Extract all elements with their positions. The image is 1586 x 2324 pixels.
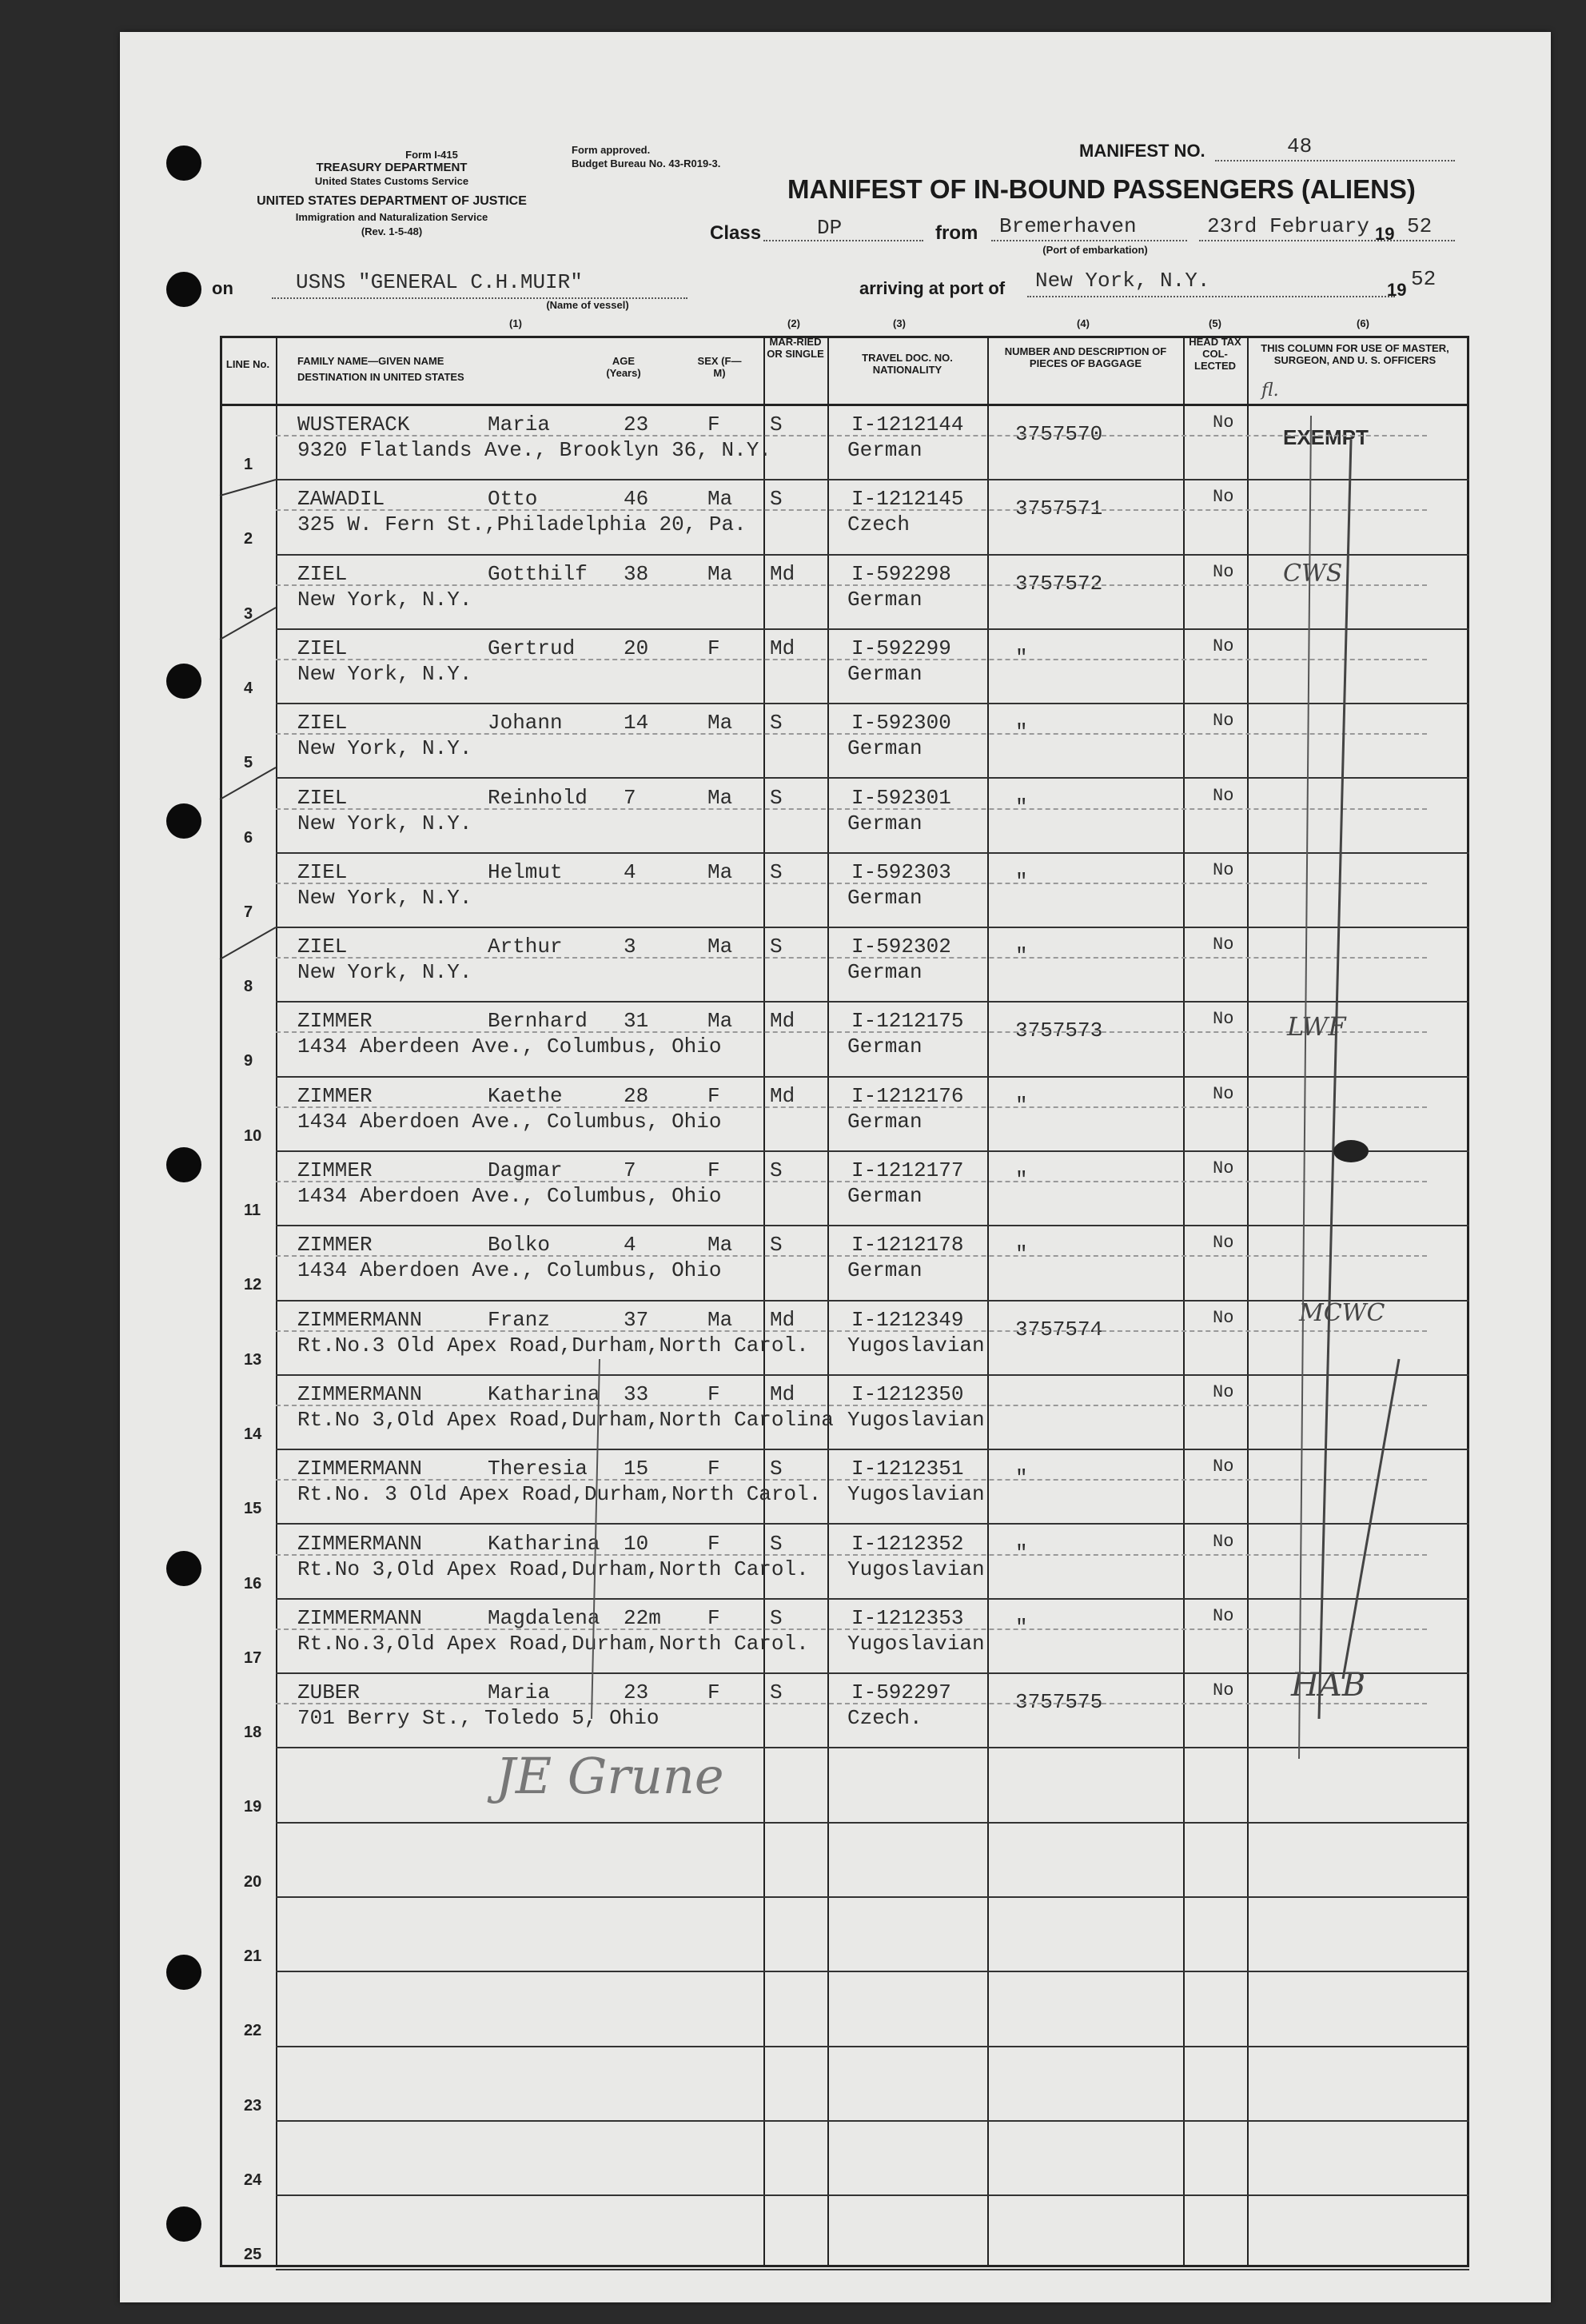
given-name: Dagmar bbox=[488, 1158, 563, 1182]
given-name: Kaethe bbox=[488, 1083, 563, 1108]
head-tax: No bbox=[1213, 1307, 1234, 1328]
line-number: 18 bbox=[244, 1724, 262, 1742]
family-name: ZIEL bbox=[297, 561, 348, 586]
given-name: Gotthilf bbox=[488, 561, 588, 586]
age: 31 bbox=[624, 1009, 649, 1034]
marital-status: S bbox=[770, 859, 783, 884]
age: 20 bbox=[624, 636, 649, 660]
line-number: 4 bbox=[244, 679, 253, 697]
line-number: 12 bbox=[244, 1276, 262, 1294]
col-header-age: AGE (Years) bbox=[606, 355, 641, 379]
head-tax: No bbox=[1213, 1457, 1234, 1477]
line-number: 22 bbox=[244, 2022, 262, 2040]
col-number-2: (2) bbox=[787, 317, 800, 329]
family-name: ZIEL bbox=[297, 935, 348, 959]
head-tax: No bbox=[1213, 1531, 1234, 1552]
head-tax: No bbox=[1213, 413, 1234, 433]
destination: 1434 Aberdoen Ave., Columbus, Ohio bbox=[297, 1109, 722, 1134]
marital-status: S bbox=[770, 785, 783, 810]
arrival-date: 23rd February bbox=[1207, 214, 1369, 238]
age: 46 bbox=[624, 487, 649, 512]
class-label: Class bbox=[710, 222, 762, 244]
line-number: 15 bbox=[244, 1500, 262, 1518]
col-number-6: (6) bbox=[1357, 317, 1369, 329]
given-name: Katharina bbox=[488, 1531, 600, 1556]
marital-status: Md bbox=[770, 1009, 795, 1034]
destination: New York, N.Y. bbox=[297, 885, 472, 910]
marital-status: Md bbox=[770, 1307, 795, 1332]
col-header-travel-doc: TRAVEL DOC. NO. NATIONALITY bbox=[862, 352, 953, 376]
arrival-port: New York, N.Y. bbox=[1035, 269, 1210, 293]
sex: Ma bbox=[707, 561, 733, 586]
nationality: German bbox=[847, 1109, 923, 1134]
age: 23 bbox=[624, 1680, 649, 1705]
agency-ins: Immigration and Naturalization Service bbox=[295, 211, 488, 223]
age: 37 bbox=[624, 1307, 649, 1332]
nationality: German bbox=[847, 661, 923, 686]
travel-doc-no: I-1212352 bbox=[851, 1531, 964, 1556]
line-number: 21 bbox=[244, 1947, 262, 1965]
head-tax: No bbox=[1213, 1381, 1234, 1402]
family-name: ZIMMER bbox=[297, 1233, 373, 1258]
sex: F bbox=[707, 636, 720, 660]
head-tax: No bbox=[1213, 487, 1234, 508]
baggage: " bbox=[1015, 944, 1028, 969]
col-header-married: MAR-RIED OR SINGLE bbox=[767, 336, 824, 360]
arrival-year: 52 bbox=[1411, 267, 1437, 291]
given-name: Reinhold bbox=[488, 785, 588, 810]
sex: Ma bbox=[707, 487, 733, 512]
baggage: 3757573 bbox=[1015, 1018, 1103, 1043]
baggage: 3757574 bbox=[1015, 1317, 1103, 1341]
baggage: " bbox=[1015, 1541, 1028, 1565]
year-value: 52 bbox=[1407, 214, 1433, 238]
head-tax: No bbox=[1213, 561, 1234, 582]
line-number: 3 bbox=[244, 604, 253, 623]
head-tax: No bbox=[1213, 935, 1234, 955]
given-name: Gertrud bbox=[488, 636, 576, 660]
age: 15 bbox=[624, 1457, 649, 1481]
travel-doc-no: I-1212145 bbox=[851, 487, 964, 512]
sex: Ma bbox=[707, 785, 733, 810]
col-header-officers: THIS COLUMN FOR USE OF MASTER, SURGEON, AND U. S. OFFICERS bbox=[1261, 342, 1449, 366]
col-header-sex: SEX (F—M) bbox=[697, 355, 742, 379]
family-name: ZIMMERMANN bbox=[297, 1531, 423, 1556]
nationality: Yugoslavian bbox=[847, 1557, 985, 1581]
age: 7 bbox=[624, 785, 636, 810]
travel-doc-no: I-1212175 bbox=[851, 1009, 964, 1034]
officer-initials-1: LWF bbox=[1287, 1011, 1346, 1042]
travel-doc-no: I-592297 bbox=[851, 1680, 951, 1705]
marital-status: S bbox=[770, 413, 783, 436]
travel-doc-no: I-1212350 bbox=[851, 1381, 964, 1406]
destination: 1434 Aberdeen Ave., Columbus, Ohio bbox=[297, 1034, 722, 1059]
arrival-year-prefix: 19 bbox=[1387, 280, 1407, 300]
nationality: German bbox=[847, 885, 923, 910]
arriving-label: arriving at port of bbox=[859, 278, 1006, 298]
head-tax: No bbox=[1213, 1233, 1234, 1254]
marital-status: S bbox=[770, 935, 783, 959]
head-tax: No bbox=[1213, 859, 1234, 880]
manifest-no-value: 48 bbox=[1287, 134, 1313, 158]
given-name: Helmut bbox=[488, 859, 563, 884]
marital-status: Md bbox=[770, 1083, 795, 1108]
revision-date: (Rev. 1-5-48) bbox=[361, 225, 423, 237]
family-name: ZIEL bbox=[297, 711, 348, 735]
line-number: 25 bbox=[244, 2246, 262, 2264]
family-name: ZIMMERMANN bbox=[297, 1381, 423, 1406]
agency-customs: United States Customs Service bbox=[314, 175, 469, 187]
family-name: ZAWADIL bbox=[297, 487, 385, 512]
line-number: 9 bbox=[244, 1052, 253, 1070]
marital-status: Md bbox=[770, 1381, 795, 1406]
destination: 9320 Flatlands Ave., Brooklyn 36, N.Y. bbox=[297, 438, 771, 462]
head-tax: No bbox=[1213, 1009, 1234, 1030]
year-prefix: 19 bbox=[1375, 224, 1395, 244]
line-number: 16 bbox=[244, 1574, 262, 1593]
head-tax: No bbox=[1213, 711, 1234, 731]
nationality: Yugoslavian bbox=[847, 1631, 985, 1656]
age: 4 bbox=[624, 859, 636, 884]
age: 4 bbox=[624, 1233, 636, 1258]
baggage: 3757570 bbox=[1015, 422, 1103, 446]
officer-initials-4: HAB bbox=[1291, 1667, 1366, 1704]
line-number: 20 bbox=[244, 1872, 262, 1891]
nationality: Czech bbox=[847, 512, 911, 537]
manifest-title: MANIFEST OF IN-BOUND PASSENGERS (ALIENS) bbox=[787, 174, 1416, 204]
destination: New York, N.Y. bbox=[297, 811, 472, 835]
family-name: ZUBER bbox=[297, 1680, 361, 1705]
family-name: ZIMMERMANN bbox=[297, 1307, 423, 1332]
sex: F bbox=[707, 1381, 720, 1406]
family-name: ZIEL bbox=[297, 859, 348, 884]
baggage: 3757575 bbox=[1015, 1690, 1103, 1715]
col-header-destination: DESTINATION IN UNITED STATES bbox=[297, 371, 464, 383]
travel-doc-no: I-1212178 bbox=[851, 1233, 964, 1258]
travel-doc-no: I-1212144 bbox=[851, 413, 964, 436]
sex: F bbox=[707, 1083, 720, 1108]
destination: 701 Berry St., Toledo 5, Ohio bbox=[297, 1706, 660, 1731]
budget-bureau: Budget Bureau No. 43-R019-3. bbox=[572, 157, 721, 169]
baggage: 3757572 bbox=[1015, 571, 1103, 596]
sex: Ma bbox=[707, 859, 733, 884]
agency-justice: UNITED STATES DEPARTMENT OF JUSTICE bbox=[257, 194, 527, 208]
given-name: Johann bbox=[488, 711, 563, 735]
head-tax: No bbox=[1213, 1158, 1234, 1178]
nationality: German bbox=[847, 1258, 923, 1283]
destination: New York, N.Y. bbox=[297, 960, 472, 985]
line-number: 19 bbox=[244, 1798, 262, 1816]
marital-status: S bbox=[770, 1457, 783, 1481]
destination: 1434 Aberdoen Ave., Columbus, Ohio bbox=[297, 1184, 722, 1208]
head-tax: No bbox=[1213, 1605, 1234, 1626]
marital-status: S bbox=[770, 487, 783, 512]
col-header-line-no: LINE No. bbox=[225, 358, 270, 370]
family-name: ZIMMERMANN bbox=[297, 1457, 423, 1481]
from-label: from bbox=[935, 222, 978, 244]
family-name: WUSTERACK bbox=[297, 413, 410, 436]
nationality: Yugoslavian bbox=[847, 1333, 985, 1357]
line-number: 8 bbox=[244, 978, 253, 996]
baggage: " bbox=[1015, 795, 1028, 819]
baggage: " bbox=[1015, 720, 1028, 745]
travel-doc-no: I-592300 bbox=[851, 711, 951, 735]
line-number: 14 bbox=[244, 1425, 262, 1443]
head-tax: No bbox=[1213, 636, 1234, 656]
officer-note: EXEMPT bbox=[1283, 425, 1369, 449]
on-label: on bbox=[212, 278, 233, 298]
age: 14 bbox=[624, 711, 649, 735]
form-number: Form I-415 bbox=[405, 149, 458, 161]
nationality: German bbox=[847, 811, 923, 835]
line-number: 13 bbox=[244, 1350, 262, 1369]
baggage: " bbox=[1015, 1093, 1028, 1118]
baggage: " bbox=[1015, 1466, 1028, 1491]
travel-doc-no: I-1212177 bbox=[851, 1158, 964, 1182]
destination: Rt.No.3 Old Apex Road,Durham,North Carol. bbox=[297, 1333, 809, 1357]
given-name: Bernhard bbox=[488, 1009, 588, 1034]
family-name: ZIEL bbox=[297, 636, 348, 660]
sex: Ma bbox=[707, 1009, 733, 1034]
head-tax: No bbox=[1213, 1680, 1234, 1701]
nationality: German bbox=[847, 1034, 923, 1059]
age: 33 bbox=[624, 1381, 649, 1406]
marital-status: S bbox=[770, 1680, 783, 1705]
sex: F bbox=[707, 1457, 720, 1481]
given-name: Theresia bbox=[488, 1457, 588, 1481]
travel-doc-no: I-592298 bbox=[851, 561, 951, 586]
sex: Ma bbox=[707, 935, 733, 959]
inspector-signature: JE Grune bbox=[496, 1747, 724, 1805]
class-value: DP bbox=[817, 216, 843, 240]
officer-initials-3: MCWC bbox=[1299, 1299, 1385, 1327]
nationality: German bbox=[847, 1184, 923, 1208]
destination: New York, N.Y. bbox=[297, 587, 472, 612]
travel-doc-no: I-592299 bbox=[851, 636, 951, 660]
agency-treasury: TREASURY DEPARTMENT bbox=[316, 161, 468, 174]
line-number: 17 bbox=[244, 1648, 262, 1667]
vessel-name: USNS "GENERAL C.H.MUIR" bbox=[296, 270, 583, 294]
marital-status: Md bbox=[770, 636, 795, 660]
travel-doc-no: I-592302 bbox=[851, 935, 951, 959]
head-tax: No bbox=[1213, 1083, 1234, 1104]
family-name: ZIEL bbox=[297, 785, 348, 810]
marital-status: S bbox=[770, 1605, 783, 1630]
age: 3 bbox=[624, 935, 636, 959]
baggage: " bbox=[1015, 1242, 1028, 1267]
given-name: Maria bbox=[488, 413, 551, 436]
sex: Ma bbox=[707, 1307, 733, 1332]
age: 28 bbox=[624, 1083, 649, 1108]
destination: New York, N.Y. bbox=[297, 661, 472, 686]
line-number: 5 bbox=[244, 754, 253, 772]
nationality: German bbox=[847, 587, 923, 612]
col-number-5: (5) bbox=[1209, 317, 1221, 329]
given-name: Katharina bbox=[488, 1381, 600, 1406]
col-header-name: FAMILY NAME—GIVEN NAME bbox=[297, 355, 444, 367]
head-tax: No bbox=[1213, 785, 1234, 806]
given-name: Arthur bbox=[488, 935, 563, 959]
line-number: 2 bbox=[244, 530, 253, 548]
baggage: " bbox=[1015, 1615, 1028, 1640]
destination: Rt.No.3,Old Apex Road,Durham,North Carol. bbox=[297, 1631, 809, 1656]
age: 10 bbox=[624, 1531, 649, 1556]
col-header-baggage: NUMBER AND DESCRIPTION OF PIECES OF BAGGAGE bbox=[1004, 345, 1167, 369]
line-number: 24 bbox=[244, 2171, 262, 2189]
officer-initials-2: CWS bbox=[1283, 560, 1343, 588]
baggage: 3757571 bbox=[1015, 496, 1103, 521]
baggage: " bbox=[1015, 1168, 1028, 1192]
travel-doc-no: I-592303 bbox=[851, 859, 951, 884]
destination: Rt.No 3,Old Apex Road,Durham,North Carolina bbox=[297, 1407, 834, 1432]
marital-status: Md bbox=[770, 561, 795, 586]
manifest-no-label: MANIFEST NO. bbox=[1079, 141, 1205, 161]
sex: F bbox=[707, 413, 720, 436]
nationality: German bbox=[847, 438, 923, 462]
nationality: German bbox=[847, 960, 923, 985]
destination: 1434 Aberdoen Ave., Columbus, Ohio bbox=[297, 1258, 722, 1283]
nationality: Yugoslavian bbox=[847, 1482, 985, 1507]
sex: F bbox=[707, 1158, 720, 1182]
sex: Ma bbox=[707, 711, 733, 735]
line-number: 1 bbox=[244, 456, 253, 473]
port-embarkation-caption: (Port of embarkation) bbox=[1042, 244, 1148, 256]
baggage: " bbox=[1015, 645, 1028, 670]
family-name: ZIMMER bbox=[297, 1009, 373, 1034]
age: 23 bbox=[624, 413, 649, 436]
destination: Rt.No. 3 Old Apex Road,Durham,North Carol. bbox=[297, 1482, 822, 1507]
destination: Rt.No 3,Old Apex Road,Durham,North Carol. bbox=[297, 1557, 809, 1581]
col-header-head-tax: HEAD TAX COL-LECTED bbox=[1189, 336, 1241, 372]
given-name: Maria bbox=[488, 1680, 551, 1705]
sex: F bbox=[707, 1680, 720, 1705]
destination: New York, N.Y. bbox=[297, 736, 472, 761]
port-of-embarkation: Bremerhaven bbox=[999, 214, 1137, 238]
nationality: Czech. bbox=[847, 1706, 923, 1731]
family-name: ZIMMER bbox=[297, 1083, 373, 1108]
line-number: 6 bbox=[244, 828, 253, 847]
given-name: Franz bbox=[488, 1307, 551, 1332]
travel-doc-no: I-1212349 bbox=[851, 1307, 964, 1332]
fl-mark: fl. bbox=[1261, 381, 1279, 401]
sex: F bbox=[707, 1605, 720, 1630]
age: 7 bbox=[624, 1158, 636, 1182]
marital-status: S bbox=[770, 711, 783, 735]
col-number-3: (3) bbox=[893, 317, 906, 329]
marital-status: S bbox=[770, 1233, 783, 1258]
family-name: ZIMMERMANN bbox=[297, 1605, 423, 1630]
col-number-4: (4) bbox=[1077, 317, 1090, 329]
line-number: 23 bbox=[244, 2096, 262, 2115]
travel-doc-no: I-1212176 bbox=[851, 1083, 964, 1108]
given-name: Bolko bbox=[488, 1233, 551, 1258]
travel-doc-no: I-592301 bbox=[851, 785, 951, 810]
baggage: " bbox=[1015, 869, 1028, 894]
col-number-1: (1) bbox=[509, 317, 522, 329]
family-name: ZIMMER bbox=[297, 1158, 373, 1182]
line-number: 10 bbox=[244, 1126, 262, 1145]
nationality: German bbox=[847, 736, 923, 761]
age: 22m bbox=[624, 1605, 661, 1630]
given-name: Magdalena bbox=[488, 1605, 600, 1630]
vessel-caption: (Name of vessel) bbox=[546, 299, 629, 311]
travel-doc-no: I-1212353 bbox=[851, 1605, 964, 1630]
marital-status: S bbox=[770, 1531, 783, 1556]
given-name: Otto bbox=[488, 487, 538, 512]
nationality: Yugoslavian bbox=[847, 1407, 985, 1432]
line-number: 11 bbox=[244, 1202, 261, 1219]
sex: Ma bbox=[707, 1233, 733, 1258]
age: 38 bbox=[624, 561, 649, 586]
sex: F bbox=[707, 1531, 720, 1556]
destination: 325 W. Fern St.,Philadelphia 20, Pa. bbox=[297, 512, 747, 537]
marital-status: S bbox=[770, 1158, 783, 1182]
form-approved: Form approved. bbox=[572, 144, 651, 156]
line-number: 7 bbox=[244, 903, 253, 921]
travel-doc-no: I-1212351 bbox=[851, 1457, 964, 1481]
